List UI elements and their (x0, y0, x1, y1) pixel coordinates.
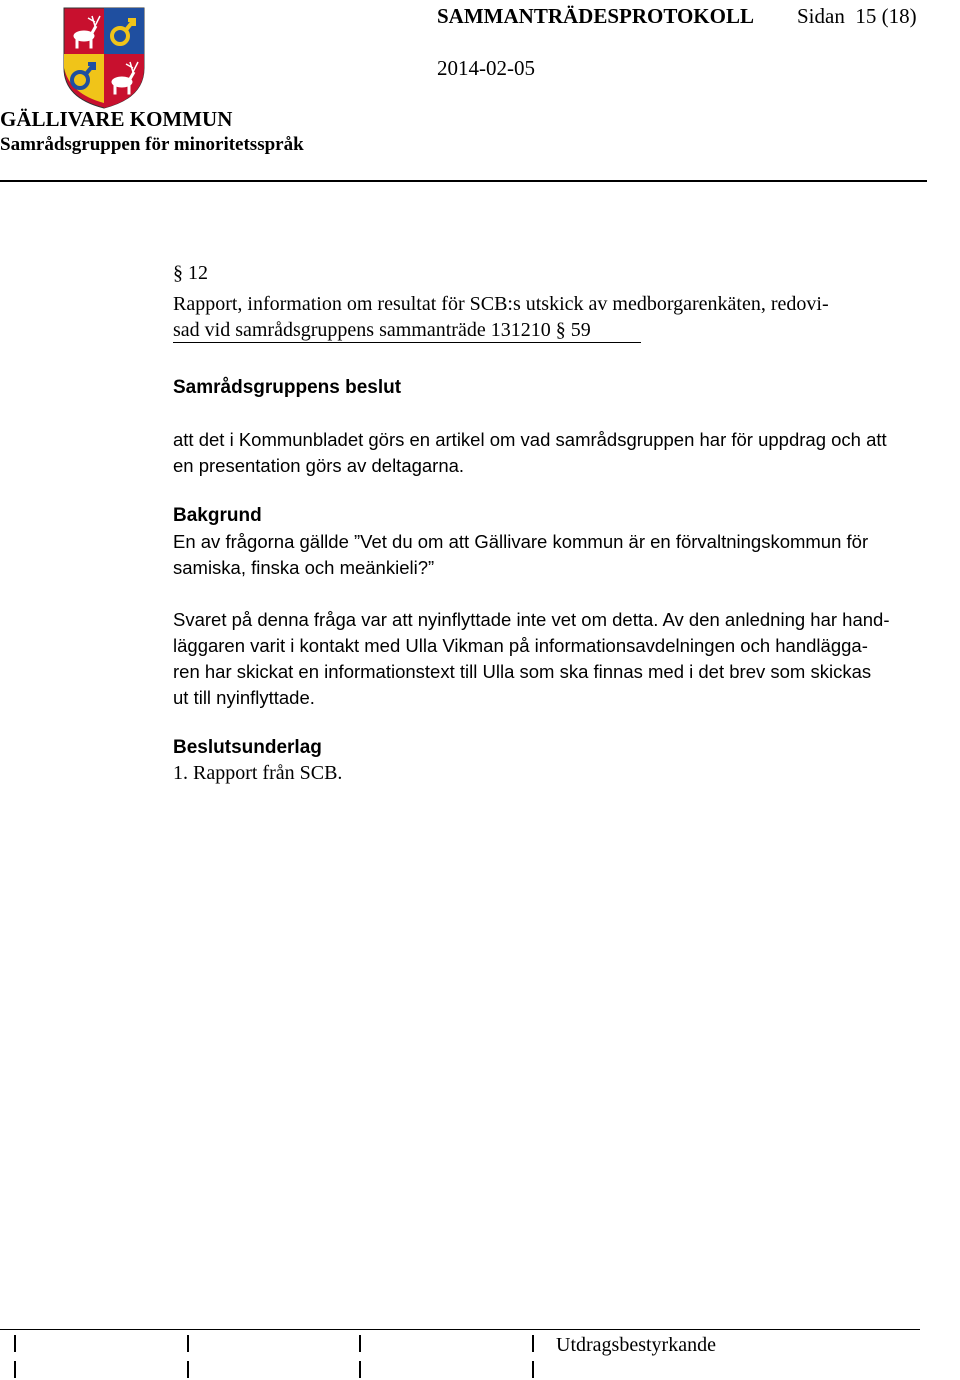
basis-list-item: 1. Rapport från SCB. (173, 762, 343, 784)
decision-text (173, 427, 887, 479)
signature-box-divider (187, 1335, 189, 1352)
coat-of-arms-icon (62, 6, 146, 110)
text-line: ren har skickat en informationstext till Ulla som ska finnas med i det brev som skickas (173, 661, 872, 682)
text-line: samiska, finska och meänkieli?” (173, 557, 435, 578)
text-line: läggaren varit i kontakt med Ulla Vikman på informationsavdelningen och handlägga- (173, 635, 868, 656)
signature-box-divider (359, 1335, 361, 1352)
text-line: Svaret på denna fråga var att nyinflyttade inte vet om detta. Av den anledning har hand- (173, 609, 890, 630)
signature-box-divider (532, 1335, 534, 1352)
signature-box-divider (14, 1335, 16, 1352)
page-number: Sidan 15 (18) (797, 4, 917, 28)
committee-name: Samrådsgruppen för minoritetsspråk (0, 134, 304, 155)
text-line: ut till nyinflyttade. (173, 687, 315, 708)
title-underline (173, 342, 641, 343)
background-heading: Bakgrund (173, 505, 262, 526)
signature-box-divider (14, 1361, 16, 1378)
signature-box-divider (532, 1361, 534, 1378)
document-date: 2014-02-05 (437, 56, 535, 80)
basis-heading: Beslutsunderlag (173, 737, 322, 758)
section-number: § 12 (173, 262, 208, 284)
certification-label: Utdragsbestyrkande (556, 1334, 716, 1356)
footer-divider (0, 1329, 920, 1330)
municipality-name: GÄLLIVARE KOMMUN (0, 107, 233, 131)
text-line: att det i Kommunbladet görs en artikel om vad samrådsgruppen har för uppdrag och att (173, 429, 887, 450)
text-line: En av frågorna gällde ”Vet du om att Gällivare kommun är en förvaltningskommun för (173, 531, 869, 552)
section-title-line: Rapport, information om resultat för SCB:s utskick av medborgarenkäten, redovi- (173, 293, 829, 315)
header-divider (0, 180, 927, 182)
signature-box-divider (187, 1361, 189, 1378)
decision-heading: Samrådsgruppens beslut (173, 377, 402, 398)
background-paragraph (173, 607, 890, 711)
document-type: SAMMANTRÄDESPROTOKOLL (437, 4, 754, 28)
signature-box-divider (359, 1361, 361, 1378)
text-line: en presentation görs av deltagarna. (173, 455, 465, 476)
background-paragraph (173, 529, 868, 581)
section-title-line: sad vid samrådsgruppens sammanträde 131210 § 59 (173, 319, 591, 341)
